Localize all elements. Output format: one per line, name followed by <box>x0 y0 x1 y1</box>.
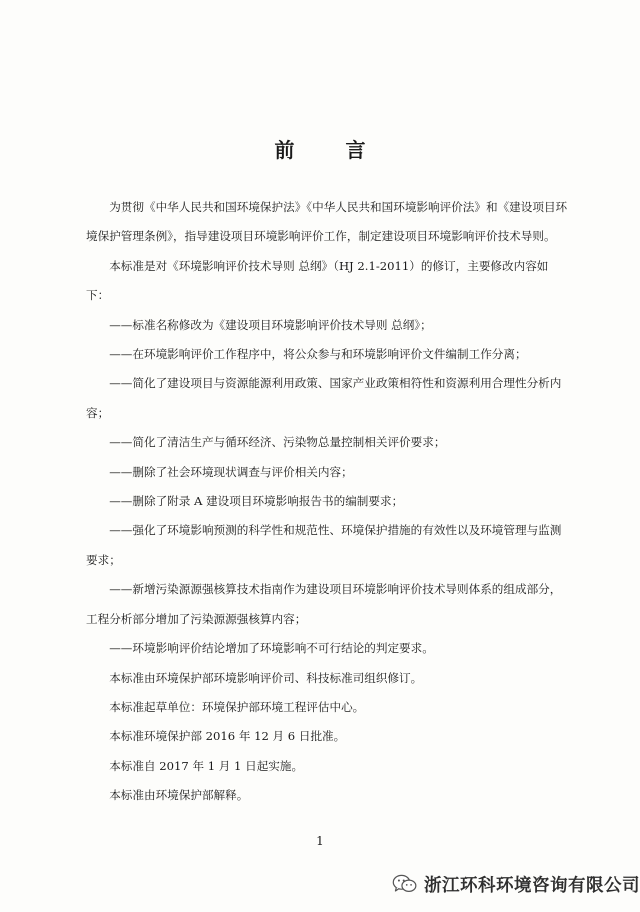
paragraph-revision: 本标准是对《环境影响评价技术导则 总纲》（HJ 2.1-2011）的修订，主要修改内容如下： <box>86 258 549 303</box>
paragraph-drafter: 本标准起草单位：环境保护部环境工程评估中心。 <box>109 699 365 714</box>
wechat-icon <box>392 872 418 896</box>
watermark <box>392 869 640 899</box>
page-number: 1 <box>316 834 324 848</box>
list-item: ——环境影响评价结论增加了环境影响不可行结论的判定要求。 <box>109 641 434 656</box>
document-body <box>86 193 568 811</box>
list-item: ——简化了清洁生产与循环经济、污染物总量控制相关评价要求； <box>109 435 446 450</box>
paragraph-approval: 本标准环境保护部 2016 年 12 月 6 日批准。 <box>109 729 346 744</box>
list-item: ——在环境影响评价工作程序中，将公众参与和环境影响评价文件编制工作分离； <box>109 347 527 362</box>
list-item: ——删除了附录 A 建设项目环境影响报告书的编制要求； <box>109 494 404 509</box>
list-item: ——删除了社会环境现状调查与评价相关内容； <box>109 464 353 479</box>
list-item: ——新增污染源源强核算技术指南作为建设项目环境影响评价技术导则体系的组成部分，工程分析部分增加了污染源源强核算内容； <box>86 582 562 626</box>
paragraph-intro: 为贯彻《中华人民共和国环境保护法》《中华人民共和国环境影响评价法》和《建设项目环境保护管理条例》，指导建设项目环境影响评价工作，制定建设项目环境影响评价技术导则。 <box>86 200 568 244</box>
list-item: ——标准名称修改为《建设项目环境影响评价技术导则 总纲》； <box>109 317 432 332</box>
list-item: ——简化了建设项目与资源能源利用政策、国家产业政策相符性和资源利用合理性分析内容； <box>86 376 562 420</box>
paragraph-effective: 本标准自 2017 年 1 月 1 日起实施。 <box>109 758 304 773</box>
paragraph-organizer: 本标准由环境保护部环境影响评价司、科技标准司组织修订。 <box>109 670 423 685</box>
page-title: 前 言 <box>274 138 388 162</box>
paragraph-interpretation: 本标准由环境保护部解释。 <box>109 788 249 803</box>
list-item: ——强化了环境影响预测的科学性和规范性、环境保护措施的有效性以及环境管理与监测要求； <box>86 523 562 567</box>
watermark-text: 浙江环科环境咨询有限公司 <box>424 875 640 896</box>
